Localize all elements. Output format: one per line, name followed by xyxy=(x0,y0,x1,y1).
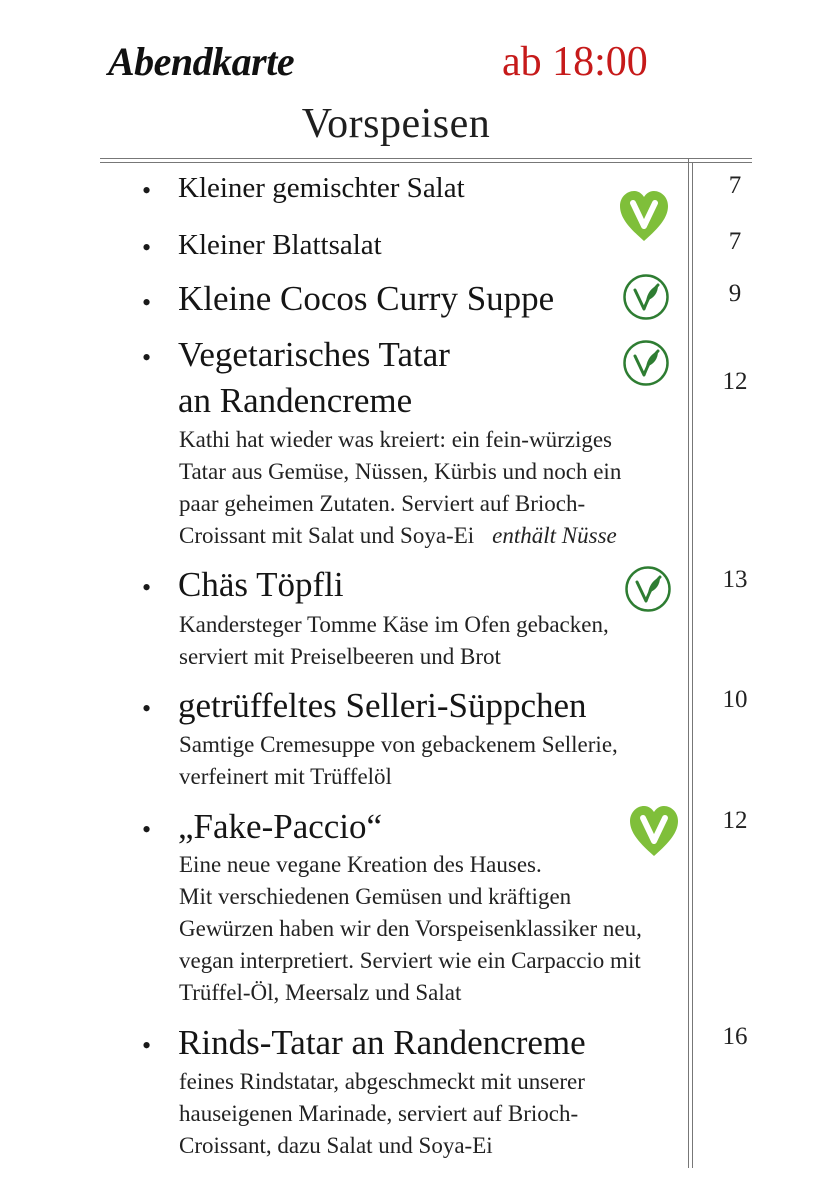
vegetarian-leaf-icon xyxy=(622,273,670,321)
item-price: 9 xyxy=(728,280,742,307)
item-name: Kleiner Blattsalat xyxy=(178,229,382,261)
item-price: 7 xyxy=(728,228,742,255)
bullet: • xyxy=(142,815,152,844)
item-price: 10 xyxy=(722,686,748,713)
top-rule xyxy=(100,158,752,159)
item-description: feines Rindstatar, abgeschmeckt mit unserer hauseigenen Marinade, serviert auf Brioch- Croissant, dazu Salat und Soya-Ei xyxy=(179,1069,585,1158)
description-text: Kathi hat wieder was kreiert: ein fein-würziges Tatar aus Gemüse, Nüssen, Kürbis und noch ein paar geheimen Zutaten. Serviert auf Brioch- Croissant mit Salat und Soya-Ei xyxy=(179,427,622,548)
top-rule-double xyxy=(100,162,752,163)
item-name: Chäs Töpfli xyxy=(178,565,344,604)
item-description: Kandersteger Tomme Käse im Ofen gebacken, serviert mit Preiselbeeren und Brot xyxy=(179,612,609,669)
item-price: 12 xyxy=(722,807,748,834)
item-name: Rinds-Tatar an Randencreme xyxy=(178,1023,586,1062)
item-description: Samtige Cremesuppe von gebackenem Sellerie, verfeinert mit Trüffelöl xyxy=(179,732,618,789)
vegetarian-leaf-icon xyxy=(624,565,672,613)
allergen-note: enthält Nüsse xyxy=(492,523,617,548)
vegetarian-leaf-icon xyxy=(622,339,670,387)
item-name: Kleiner gemischter Salat xyxy=(178,172,465,204)
bullet: • xyxy=(142,694,152,723)
bullet: • xyxy=(142,176,152,205)
bullet: • xyxy=(142,1031,152,1060)
item-price: 13 xyxy=(722,566,748,593)
item-price: 12 xyxy=(722,368,748,395)
item-name: Vegetarisches Tatar xyxy=(178,335,450,374)
menu-title: Abendkarte xyxy=(108,39,295,84)
bullet: • xyxy=(142,573,152,602)
bullet: • xyxy=(142,288,152,317)
item-description: Eine neue vegane Kreation des Hauses. Mit verschiedenen Gemüsen und kräftigen Gewürzen haben wir den Vorspeisenklassiker neu, vegan interpretiert. Serviert wie ein Carpaccio mit Trüffel-Öl, Meersalz und Salat xyxy=(179,852,642,1005)
item-name: „Fake-Paccio“ xyxy=(178,807,383,846)
bullet: • xyxy=(142,343,152,372)
item-description xyxy=(179,424,699,552)
service-time: ab 18:00 xyxy=(502,39,648,85)
item-name: getrüffeltes Selleri-Süppchen xyxy=(178,686,587,725)
bullet: • xyxy=(142,233,152,262)
item-name: Kleine Cocos Curry Suppe xyxy=(178,279,555,318)
item-name-continued: an Randencreme xyxy=(178,381,413,420)
item-price: 7 xyxy=(728,172,742,199)
vegan-heart-icon xyxy=(618,189,670,243)
item-price: 16 xyxy=(722,1023,748,1050)
section-title: Vorspeisen xyxy=(301,101,491,147)
